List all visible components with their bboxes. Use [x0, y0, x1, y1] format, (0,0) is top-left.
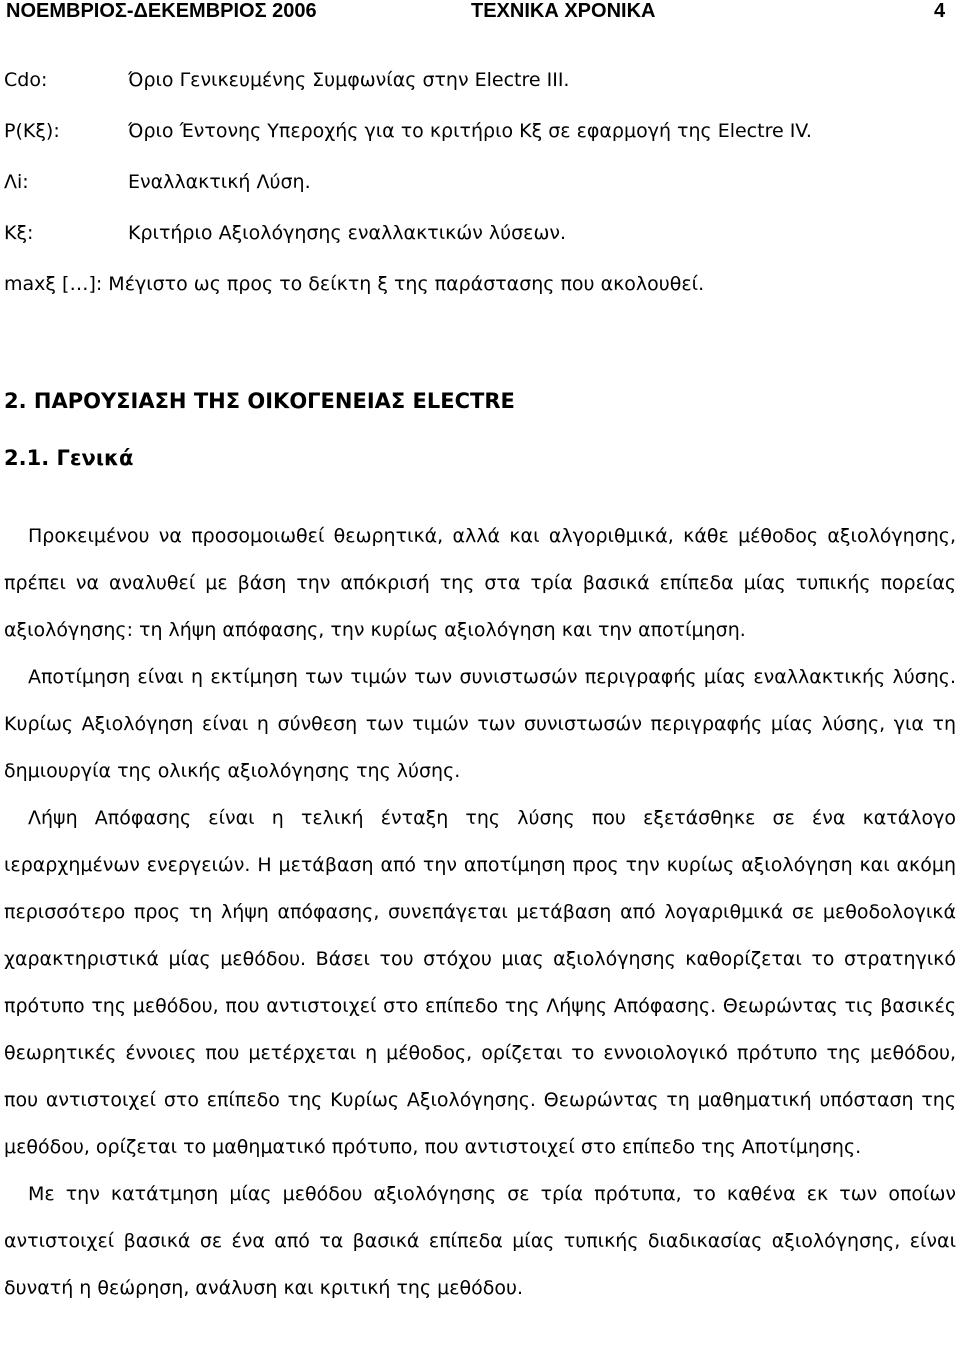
paragraph: Με την κατάτμηση μίας μεθόδου αξιολόγησης σε τρία πρότυπα, το καθένα εκ των οποίων αντιστοιχεί βασικά σε ένα από τα βασικά επίπεδα μίας τυπικής διαδικασίας αξιολόγησης, είναι δυνατή η θεώρηση, ανάλυση και κριτική της μεθόδου.	[4, 1183, 956, 1299]
definition-term: Κξ:	[4, 222, 34, 244]
definition-row	[4, 66, 956, 117]
definition-term: Ρ(Κξ):	[4, 120, 60, 142]
page-number: 4	[934, 0, 946, 22]
definition-row	[4, 219, 956, 270]
definition-description: Εναλλακτική Λύση.	[128, 171, 311, 193]
paragraph: Αποτίμηση είναι η εκτίμηση των τιμών των συνιστωσών περιγραφής μίας εναλλακτικής λύσης. Κυρίως Αξιολόγηση είναι η σύνθεση των τιμών των συνιστωσών περιγραφής μίας λύσης, για τη δημιουργία της ολικής αξιολόγησης της λύσης.	[4, 666, 956, 782]
subsection-heading: 2.1. Γενικά	[4, 446, 134, 470]
page-header	[0, 0, 960, 22]
definition-term: Λi:	[4, 171, 29, 193]
definition-description: Όριο Γενικευμένης Συμφωνίας στην Electre III.	[128, 69, 570, 91]
definition-term: Cdo:	[4, 69, 48, 91]
definition-description: Όριο Έντονης Υπεροχής για το κριτήριο Κξ σε εφαρμογή της Electre IV.	[128, 120, 812, 142]
definition-max-operator: maxξ […]: Μέγιστο ως προς το δείκτη ξ της παράστασης που ακολουθεί.	[4, 273, 705, 295]
definition-row	[4, 270, 956, 321]
definition-row	[4, 168, 956, 219]
definition-description: Κριτήριο Αξιολόγησης εναλλακτικών λύσεων.	[128, 222, 567, 244]
symbol-definitions	[4, 66, 956, 321]
definition-row	[4, 117, 956, 168]
body-text	[4, 513, 956, 1312]
paragraph: Προκειμένου να προσομοιωθεί θεωρητικά, αλλά και αλγοριθμικά, κάθε μέθοδος αξιολόγησης, πρέπει να αναλυθεί με βάση την απόκρισή της στα τρία βασικά επίπεδα μίας τυπικής πορείας αξιολόγησης: τη λήψη απόφασης, την κυρίως αξιολόγηση και την αποτίμηση.	[4, 525, 956, 641]
header-date: ΝΟΕΜΒΡΙΟΣ-ΔΕΚΕΜΒΡΙΟΣ 2006	[6, 0, 317, 22]
header-journal-title: ΤΕΧΝΙΚΑ ΧΡΟΝΙΚΑ	[471, 0, 656, 22]
paragraph: Λήψη Απόφασης είναι η τελική ένταξη της λύσης που εξετάσθηκε σε ένα κατάλογο ιεραρχημένων ενεργειών. Η μετάβαση από την αποτίμηση προς την κυρίως αξιολόγηση και ακόμη περισσότερο προς τη λήψη απόφασης, συνεπάγεται μετάβαση από λογαριθμικά σε μεθοδολογικά χαρακτηριστικά μίας μεθόδου. Βάσει του στόχου μιας αξιολόγησης καθορίζεται το στρατηγικό πρότυπο της μεθόδου, που αντιστοιχεί στο επίπεδο της Λήψης Απόφασης. Θεωρώντας τις βασικές θεωρητικές έννοιες που μετέρχεται η μέθοδος, ορίζεται το εννοιολογικό πρότυπο της μεθόδου, που αντιστοιχεί στο επίπεδο της Κυρίως Αξιολόγησης. Θεωρώντας τη μαθηματική υπόσταση της μεθόδου, ορίζεται το μαθηματικό πρότυπο, που αντιστοιχεί στο επίπεδο της Αποτίμησης.	[4, 807, 956, 1158]
section-heading: 2. ΠΑΡΟΥΣΙΑΣΗ ΤΗΣ ΟΙΚΟΓΕΝΕΙΑΣ ELECTRE	[4, 389, 515, 413]
